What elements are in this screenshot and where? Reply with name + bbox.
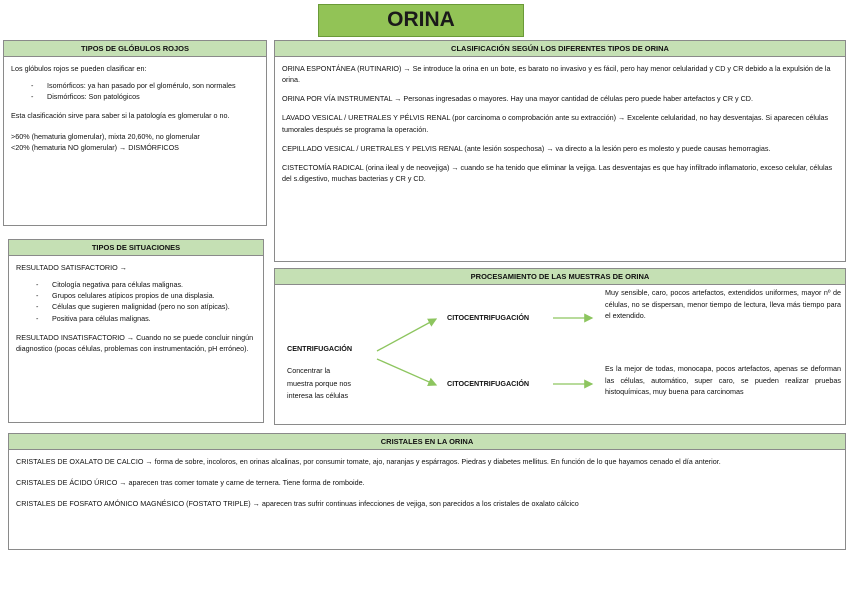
list-item [282,162,838,184]
label: ORINA ESPONTÁNEA (RUTINARIO) → [282,64,411,73]
arrow-to-cito1 [377,319,436,351]
section-header: TIPOS DE SITUACIONES [9,240,263,256]
paragraph [16,332,256,354]
text: cuando se ha tenido que eliminar la vejiga. Las desventajas es que hay infiltrado inflamatorio, exceso celular, células del s.digestivo, muchas bacterias y CR y CD. [282,162,833,184]
globulos-list [11,80,259,102]
page-title: ORINA [318,4,524,37]
label: RESULTADO INSATISFACTORIO → [16,332,135,342]
section-header: TIPOS DE GLÓBULOS ROJOS [4,41,266,57]
label: RESULTADO SATISFACTORIO → [16,263,127,272]
label: ORINA POR VÍA INSTRUMENTAL → [282,94,402,104]
list-item [282,112,838,134]
desc-1: Muy sensible, caro, pocos artefactos, extendidos uniformes, mayor nº de células, no se dispersan, menor tiempo de lectura, lleva más tiempo para el extendido. [605,288,841,321]
label: CRISTALES DE FOSFATO AMÓNICO MAGNÉSICO (FOSTATO TRIPLE) → [16,499,260,509]
citocentrifugacion-1: CITOCENTRIFUGACIÓN [447,313,530,322]
label: CRISTALES DE OXALATO DE CALCIO → [16,457,153,466]
list-item [282,63,838,85]
list-item: - Dismórficos: Son patológicos [11,91,259,102]
label: CRISTALES DE ÁCIDO ÚRICO → [16,478,127,488]
arrow-to-cito2 [377,359,436,385]
section-clasificacion [274,40,846,262]
list-item: - Citología negativa para células malignas. [16,279,256,290]
section-procesamiento [274,268,846,425]
section-globulos [3,40,267,226]
list-item: - Isomórficos: ya han pasado por el glomérulo, son normales [11,80,259,91]
text: Excelente celularidad, no hay desventajas. Si aparecen células tumorales después se programa la operación. [282,113,829,134]
situaciones-list [16,279,256,324]
paragraph: Esta clasificación sirve para saber si la patología es glomerular o no. [11,111,230,121]
label: LAVADO VESICAL / URETRALES Y PÉLVIS RENAL (por carcinoma o comprobación ante su extracción) → [282,113,626,123]
list-item [282,143,838,154]
list-item [16,477,838,488]
desc-2: Es la mejor de todas, monocapa, pocos artefactos, apenas se deforman las células, automático, super caro, se pueden realizar pruebas histoquímicas, muy buena para carcinomas [605,364,841,397]
citocentrifugacion-2: CITOCENTRIFUGACIÓN [447,379,530,388]
intro-text: Los glóbulos rojos se pueden clasificar en: [11,64,147,73]
text: Cuando no se puede concluir ningún diagnostico (pocas células, problemas con instrumentación, pH erróneo). [16,332,254,353]
list-item: - Células que sugieren malignidad (pero no son atípicas). [16,301,256,312]
section-header: PROCESAMIENTO DE LAS MUESTRAS DE ORINA [275,269,845,285]
centrifugacion-label: CENTRIFUGACIÓN [287,344,353,353]
list-item [16,456,838,467]
text: aparecen tras comer tomate y carne de ternera. Tiene forma de romboide. [126,478,365,488]
label: CEPILLADO VESICAL / URETRALES Y PELVIS RENAL (ante lesión sospechosa) → [282,143,554,153]
section-cristales [8,433,846,550]
section-header: CLASIFICACIÓN SEGÚN LOS DIFERENTES TIPOS DE ORINA [275,41,845,57]
paragraph: <20% (hematuria NO glomerular) → DISMÓRFICOS [11,142,179,152]
list-item [282,93,838,104]
section-header: CRISTALES EN LA ORINA [9,434,845,450]
label: CISTECTOMÍA RADICAL (orina ileal y de neovejiga) → [282,162,459,172]
list-item: - Positiva para células malignas. [16,313,256,324]
section-situaciones [8,239,264,423]
concentrar-text: Concentrar la muestra porque nos interesa las células [287,366,351,401]
paragraph: >60% (hematuria glomerular), mixta 20,60%, no glomerular [11,131,200,141]
text: va directo a la lesión pero es molesto y puede causas hemorragias. [553,143,771,153]
text: aparecen tras sufrir continuas infecciones de vejiga, son parecidos a los cristales de oxalato cálcico [259,499,579,509]
list-item [16,498,838,509]
text: forma de sobre, incoloros, en orinas alcalinas, por consumir tomate, ajo, naranjas y espárragos. Piedras y diabetes mellitus. En función de lo que hayamos cenado el día anterior. [152,457,721,466]
text: Personas ingresadas o mayores. Hay una mayor cantidad de células pero puede haber artefactos y CR y CD. [401,94,753,104]
list-item: - Grupos celulares atípicos propios de una displasia. [16,290,256,301]
text: Se introduce la orina en un bote, es barato no invasivo y es fácil, pero hay menor celularidad y CD y CR debido a la expulsión de la orina. [282,64,831,85]
